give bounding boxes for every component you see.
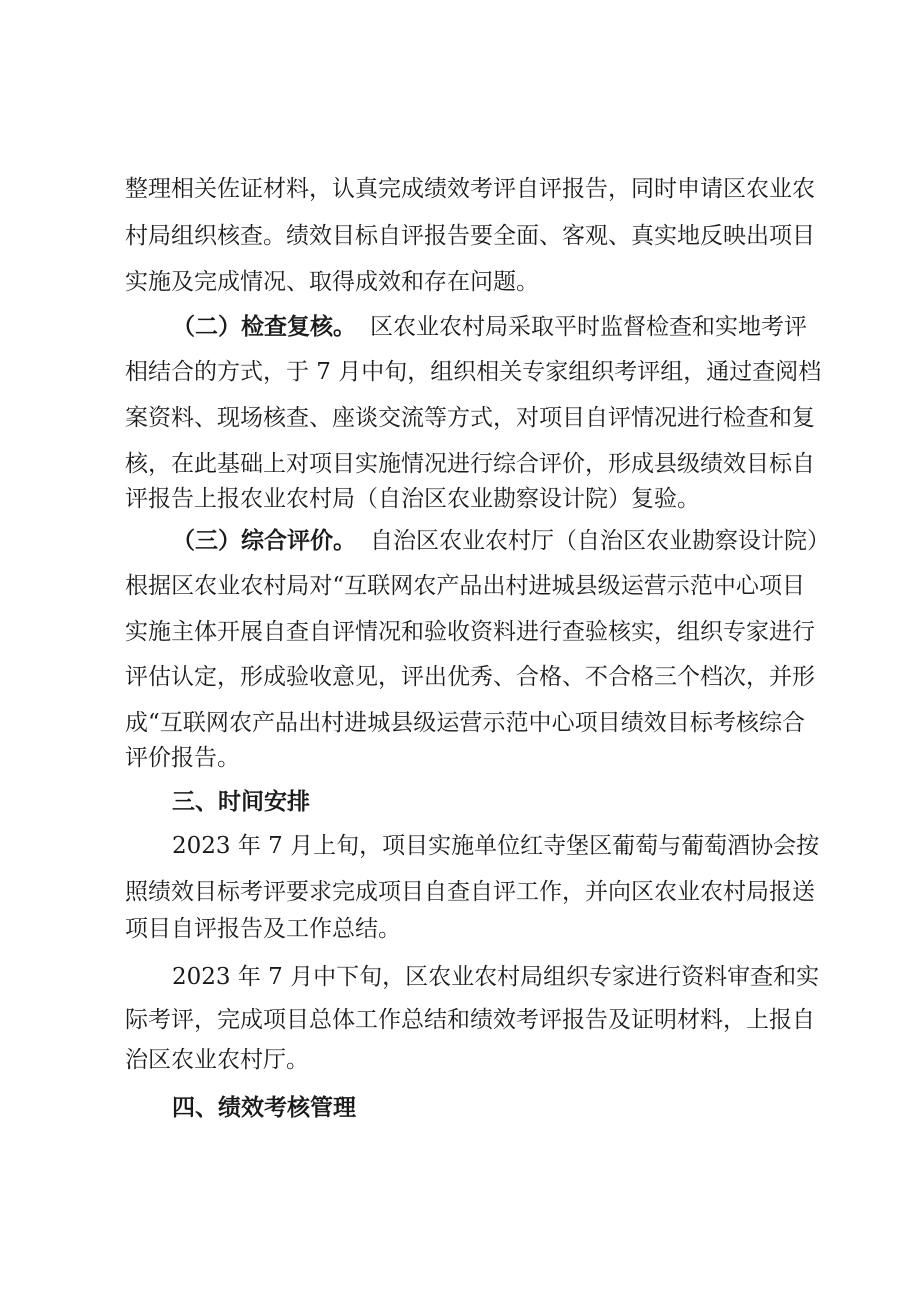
- paragraph-text: 际考评，完成项目总体工作总结和绩效考评报告及证明材料，上报自: [125, 1007, 815, 1033]
- text-line: [0, 307, 920, 347]
- text-line: [0, 216, 920, 256]
- paragraph-text: 评报告上报农业农村局（自治区农业勘察设计院）复验。: [125, 486, 700, 512]
- paragraph-text: 照绩效目标考评要求完成项目自查自评工作，并向区农业农村局报送: [125, 879, 815, 905]
- text-line: [0, 262, 920, 302]
- text-line: [0, 657, 920, 697]
- text-line: [0, 1088, 920, 1128]
- text-line: [0, 398, 920, 438]
- paragraph-text: 成“互联网农产品出村进城县级运营示范中心项目绩效目标考核综合: [125, 710, 805, 736]
- paragraph-text: 实施主体开展自查自评情况和验收资料进行查验核实，组织专家进行: [125, 619, 815, 645]
- text-line: [0, 782, 920, 822]
- text-line: [0, 957, 920, 997]
- paragraph-text: 根据区农业农村局对“互联网农产品出村进城县级运营示范中心项目: [125, 573, 805, 599]
- paragraph-text: 村局组织核查。绩效目标自评报告要全面、客观、真实地反映出项目: [125, 223, 815, 249]
- text-line: [0, 521, 920, 561]
- section-heading: （二）检查复核。: [172, 314, 356, 340]
- section-title: 四、绩效考核管理: [172, 1095, 356, 1121]
- text-line: [0, 703, 920, 743]
- text-line: [0, 352, 920, 392]
- text-line: [0, 1040, 920, 1080]
- paragraph-text: 核，在此基础上对项目实施情况进行综合评价，形成县级绩效目标自: [125, 451, 815, 477]
- paragraph-text: 2023 年 7 月中下旬，区农业农村局组织专家进行资料审查和实: [172, 964, 820, 990]
- text-line: [0, 826, 920, 866]
- paragraph-text: 治区农业农村厅。: [125, 1047, 309, 1073]
- paragraph-text: 评估认定，形成验收意见，评出优秀、合格、不合格三个档次，并形: [125, 664, 815, 690]
- paragraph-text: 区农业农村局采取平时监督检查和实地考评: [370, 314, 807, 340]
- paragraph-text: 2023 年 7 月上旬，项目实施单位红寺堡区葡萄与葡萄酒协会按: [172, 833, 820, 859]
- paragraph-text: 案资料、现场核查、座谈交流等方式，对项目自评情况进行检查和复: [125, 405, 815, 431]
- paragraph-text: 相结合的方式，于 7 月中旬，组织相关专家组织考评组，通过查阅档: [125, 359, 822, 385]
- section-title: 三、时间安排: [172, 789, 310, 815]
- text-line: [0, 872, 920, 912]
- text-line: [0, 738, 920, 778]
- section-heading: （三）综合评价。: [172, 528, 356, 554]
- paragraph-text: 评价报告。: [125, 745, 240, 771]
- paragraph-text: 项目自评报告及工作总结。: [125, 916, 401, 942]
- text-line: [0, 1000, 920, 1040]
- paragraph-text: 整理相关佐证材料，认真完成绩效考评自评报告，同时申请区农业农: [125, 176, 815, 202]
- paragraph-text: 自治区农业农村厅（自治区农业勘察设计院）: [370, 528, 830, 554]
- paragraph-text: 实施及完成情况、取得成效和存在问题。: [125, 269, 539, 295]
- text-line: [0, 444, 920, 484]
- text-line: [0, 169, 920, 209]
- text-line: [0, 566, 920, 606]
- text-line: [0, 479, 920, 519]
- text-line: [0, 909, 920, 949]
- text-line: [0, 612, 920, 652]
